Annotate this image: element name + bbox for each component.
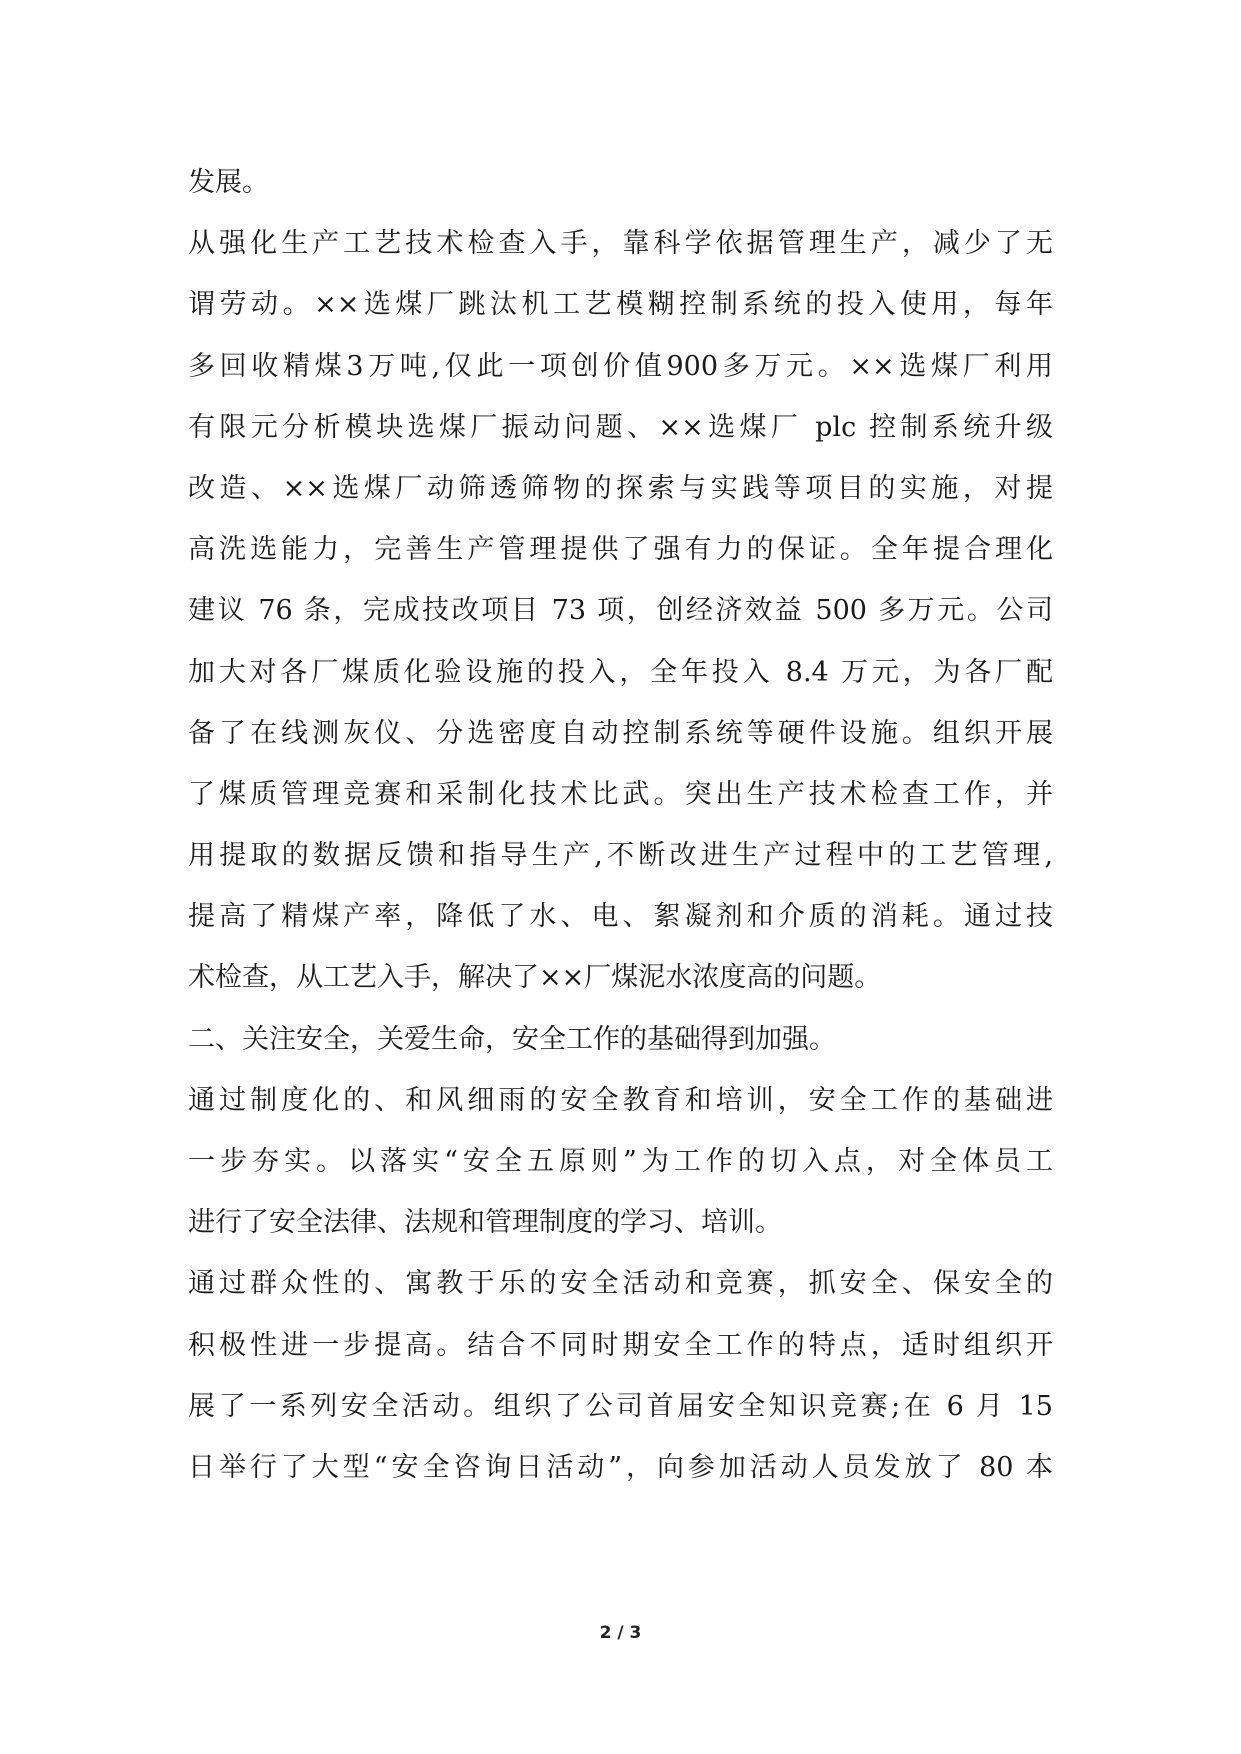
text-line: 展了一系列安全活动。组织了公司首届安全知识竞赛;在 6 月 15 <box>188 1390 1053 1422</box>
text-line: 提高了精煤产率，降低了水、电、絮凝剂和介质的消耗。通过技 <box>188 901 1053 933</box>
text-line: 谓劳动。××选煤厂跳汰机工艺模糊控制系统的投入使用，每年 <box>188 289 1053 321</box>
text-line: 二、关注安全，关爱生命，安全工作的基础得到加强。 <box>188 1023 836 1055</box>
text-line: 备了在线测灰仪、分选密度自动控制系统等硬件设施。组织开展 <box>188 717 1053 749</box>
text-line: 发展。 <box>188 167 269 198</box>
text-line: 从强化生产工艺技术检查入手，靠科学依据管理生产，减少了无 <box>188 228 1053 260</box>
text-line: 通过制度化的、和风细雨的安全教育和培训，安全工作的基础进 <box>188 1084 1053 1116</box>
text-line: 改造、××选煤厂动筛透筛物的探索与实践等项目的实施，对提 <box>188 472 1053 504</box>
text-line: 了煤质管理竞赛和采制化技术比武。突出生产技术检查工作，并 <box>188 778 1053 810</box>
body-text <box>188 152 1053 1498</box>
text-line: 通过群众性的、寓教于乐的安全活动和竞赛，抓安全、保安全的 <box>188 1268 1053 1300</box>
text-line: 进行了安全法律、法规和管理制度的学习、培训。 <box>188 1207 782 1239</box>
text-line: 一步夯实。以落实“安全五原则”为工作的切入点，对全体员工 <box>188 1146 1053 1177</box>
text-line: 高洗选能力，完善生产管理提供了强有力的保证。全年提合理化 <box>188 534 1053 566</box>
text-line: 术检查，从工艺入手，解决了××厂煤泥水浓度高的问题。 <box>188 962 882 994</box>
text-line: 积极性进一步提高。结合不同时期安全工作的特点，适时组织开 <box>188 1329 1053 1361</box>
text-line: 日举行了大型“安全咨询日活动”，向参加活动人员发放了 80 本 <box>188 1451 1053 1483</box>
text-line: 有限元分析模块选煤厂振动问题、××选煤厂 plc 控制系统升级 <box>188 411 1053 443</box>
text-line: 用提取的数据反馈和指导生产,不断改进生产过程中的工艺管理, <box>188 840 1053 872</box>
page-number: 2 / 3 <box>599 1623 642 1643</box>
text-line: 加大对各厂煤质化验设施的投入，全年投入 8.4 万元，为各厂配 <box>188 656 1053 688</box>
text-line: 建议 76 条，完成技改项目 73 项，创经济效益 500 多万元。公司 <box>188 595 1053 627</box>
text-line: 多回收精煤3万吨,仅此一项创价值900多万元。××选煤厂利用 <box>188 350 1053 382</box>
